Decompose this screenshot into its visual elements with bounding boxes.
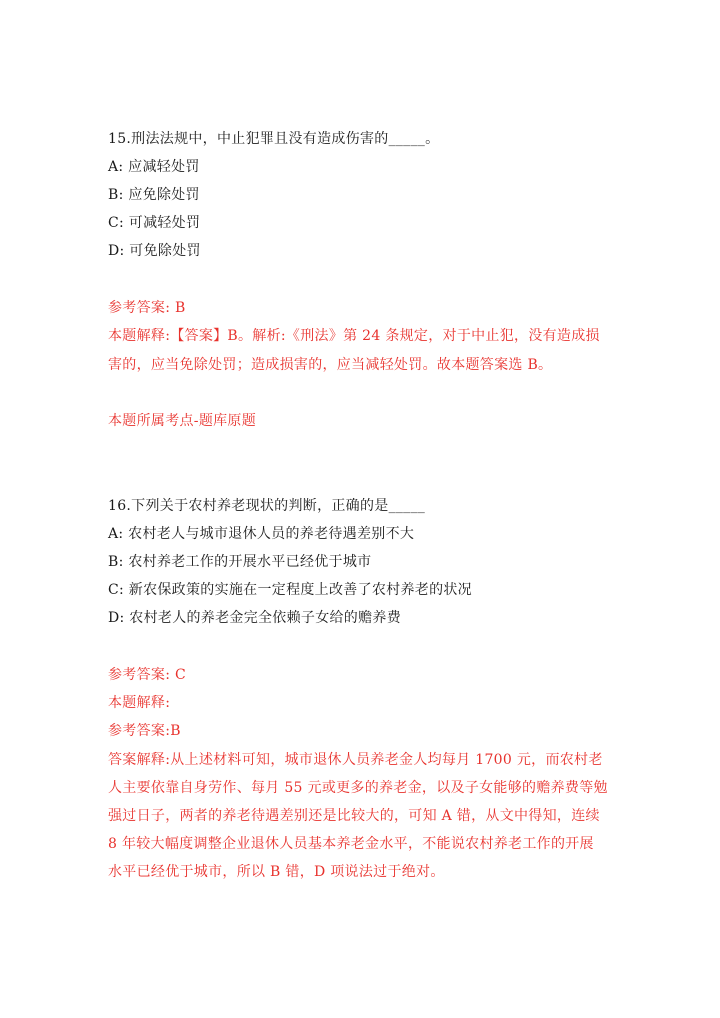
question-16-explanation-line-3: 强过日子，两者的养老待遇差别还是比较大的，可知 A 错，从文中得知，连续 bbox=[108, 808, 600, 824]
question-15-option-a: A: 应减轻处罚 bbox=[108, 159, 200, 175]
question-16-explanation-line-1: 答案解释:从上述材料可知，城市退休人员养老金人均每月 1700 元，而农村老 bbox=[108, 752, 603, 768]
question-15-option-b: B: 应免除处罚 bbox=[108, 187, 200, 203]
question-16-explanation-label: 本题解释: bbox=[108, 695, 171, 711]
question-15-answer: 参考答案: B bbox=[108, 300, 186, 316]
question-16-option-d: D: 农村老人的养老金完全依赖子女给的赡养费 bbox=[108, 610, 401, 626]
question-15-option-c: C: 可减轻处罚 bbox=[108, 215, 201, 231]
question-16-stem: 16.下列关于农村养老现状的判断，正确的是_____ bbox=[108, 498, 426, 514]
question-15-stem: 15.刑法法规中，中止犯罪且没有造成伤害的_____。 bbox=[108, 131, 440, 147]
question-15-option-d: D: 可免除处罚 bbox=[108, 243, 201, 259]
question-16-explanation-line-5: 水平已经优于城市，所以 B 错，D 项说法过于绝对。 bbox=[108, 864, 445, 880]
question-16-option-a: A: 农村老人与城市退休人员的养老待遇差别不大 bbox=[108, 526, 415, 542]
question-16-explanation-line-2: 人主要依靠自身劳作、每月 55 元或更多的养老金，以及子女能够的赡养费等勉 bbox=[108, 780, 608, 796]
question-15-explanation-line-2: 害的，应当免除处罚；造成损害的，应当减轻处罚。故本题答案选 B。 bbox=[108, 357, 553, 373]
question-15-explanation-line-1: 本题解释:【答案】B。解析:《刑法》第 24 条规定，对于中止犯，没有造成损 bbox=[108, 328, 600, 344]
question-16-answer: 参考答案: C bbox=[108, 667, 186, 683]
question-16-explanation-line-4: 8 年较大幅度调整企业退休人员基本养老金水平，不能说农村养老工作的开展 bbox=[108, 836, 594, 852]
question-16-option-c: C: 新农保政策的实施在一定程度上改善了农村养老的状况 bbox=[108, 582, 472, 598]
question-15-topic: 本题所属考点-题库原题 bbox=[108, 413, 257, 429]
question-16-answer-2: 参考答案:B bbox=[108, 723, 181, 739]
question-16-option-b: B: 农村养老工作的开展水平已经优于城市 bbox=[108, 554, 372, 570]
